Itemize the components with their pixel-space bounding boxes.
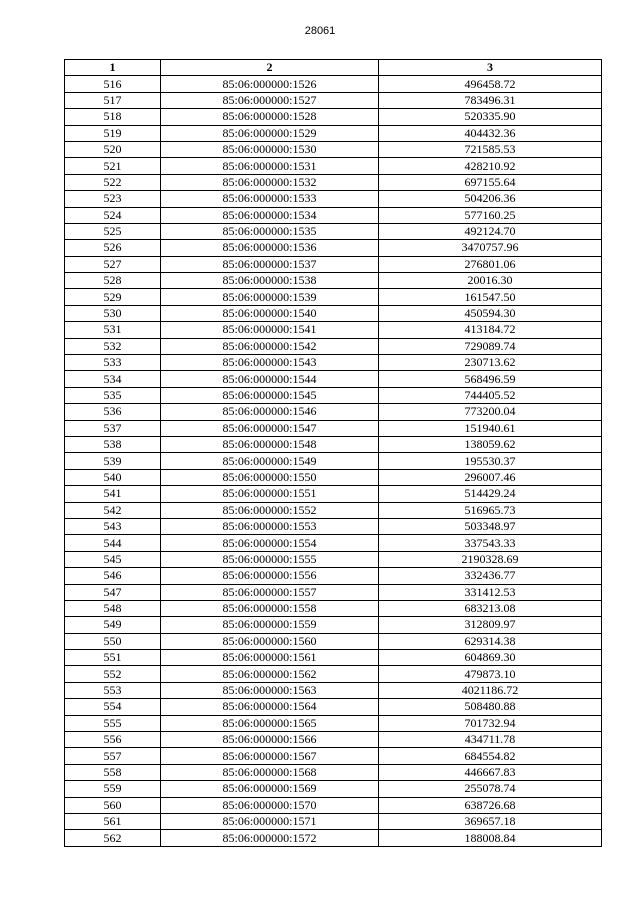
table-row [65,109,602,125]
value-cell: 520335.90 [379,109,602,125]
table-row [65,732,602,748]
cadastral-number-cell: 85:06:000000:1529 [161,125,379,141]
table-row [65,125,602,141]
row-number-cell: 524 [65,207,161,223]
cadastral-number-cell: 85:06:000000:1554 [161,535,379,551]
value-cell: 629314.38 [379,633,602,649]
table-row [65,650,602,666]
value-cell: 413184.72 [379,322,602,338]
table-row [65,322,602,338]
cadastral-number-cell: 85:06:000000:1526 [161,76,379,92]
cadastral-number-cell: 85:06:000000:1561 [161,650,379,666]
row-number-cell: 525 [65,223,161,239]
row-number-cell: 561 [65,813,161,829]
row-number-cell: 532 [65,338,161,354]
table-row [65,584,602,600]
table-row [65,141,602,157]
cadastral-number-cell: 85:06:000000:1530 [161,141,379,157]
table-row [65,682,602,698]
value-cell: 20016.30 [379,273,602,289]
row-number-cell: 544 [65,535,161,551]
column-header: 3 [379,60,602,76]
cadastral-number-cell: 85:06:000000:1570 [161,797,379,813]
value-cell: 331412.53 [379,584,602,600]
value-cell: 276801.06 [379,256,602,272]
row-number-cell: 538 [65,436,161,452]
row-number-cell: 541 [65,486,161,502]
table-body [65,76,602,846]
value-cell: 568496.59 [379,371,602,387]
value-cell: 684554.82 [379,748,602,764]
column-header: 2 [161,60,379,76]
cadastral-number-cell: 85:06:000000:1568 [161,764,379,780]
cadastral-number-cell: 85:06:000000:1564 [161,699,379,715]
value-cell: 4021186.72 [379,682,602,698]
cadastral-number-cell: 85:06:000000:1571 [161,813,379,829]
table-row [65,830,602,846]
value-cell: 188008.84 [379,830,602,846]
value-cell: 337543.33 [379,535,602,551]
cadastral-number-cell: 85:06:000000:1532 [161,174,379,190]
value-cell: 697155.64 [379,174,602,190]
table-row [65,420,602,436]
cadastral-number-cell: 85:06:000000:1549 [161,453,379,469]
value-cell: 428210.92 [379,158,602,174]
row-number-cell: 530 [65,305,161,321]
row-number-cell: 542 [65,502,161,518]
row-number-cell: 551 [65,650,161,666]
value-cell: 683213.08 [379,600,602,616]
cadastral-number-cell: 85:06:000000:1539 [161,289,379,305]
row-number-cell: 533 [65,355,161,371]
value-cell: 151940.61 [379,420,602,436]
table-row [65,256,602,272]
value-cell: 450594.30 [379,305,602,321]
row-number-cell: 536 [65,404,161,420]
cadastral-number-cell: 85:06:000000:1552 [161,502,379,518]
row-number-cell: 545 [65,551,161,567]
cadastral-number-cell: 85:06:000000:1556 [161,568,379,584]
cadastral-number-cell: 85:06:000000:1545 [161,387,379,403]
row-number-cell: 528 [65,273,161,289]
table-row [65,469,602,485]
row-number-cell: 516 [65,76,161,92]
value-cell: 744405.52 [379,387,602,403]
row-number-cell: 553 [65,682,161,698]
row-number-cell: 547 [65,584,161,600]
table-row [65,666,602,682]
value-cell: 577160.25 [379,207,602,223]
cadastral-number-cell: 85:06:000000:1546 [161,404,379,420]
value-cell: 783496.31 [379,92,602,108]
row-number-cell: 540 [65,469,161,485]
value-cell: 446667.83 [379,764,602,780]
cadastral-number-cell: 85:06:000000:1555 [161,551,379,567]
row-number-cell: 522 [65,174,161,190]
table-row [65,371,602,387]
value-cell: 255078.74 [379,781,602,797]
value-cell: 138059.62 [379,436,602,452]
table-row [65,486,602,502]
cadastral-number-cell: 85:06:000000:1542 [161,338,379,354]
value-cell: 638726.68 [379,797,602,813]
row-number-cell: 559 [65,781,161,797]
table-row [65,289,602,305]
table-row [65,551,602,567]
table-row [65,223,602,239]
row-number-cell: 531 [65,322,161,338]
row-number-cell: 558 [65,764,161,780]
cadastral-number-cell: 85:06:000000:1557 [161,584,379,600]
cadastral-number-cell: 85:06:000000:1560 [161,633,379,649]
value-cell: 604869.30 [379,650,602,666]
row-number-cell: 534 [65,371,161,387]
row-number-cell: 548 [65,600,161,616]
value-cell: 312809.97 [379,617,602,633]
table-row [65,518,602,534]
row-number-cell: 523 [65,191,161,207]
table-row [65,158,602,174]
table-row [65,781,602,797]
cadastral-number-cell: 85:06:000000:1537 [161,256,379,272]
value-cell: 479873.10 [379,666,602,682]
table-row [65,436,602,452]
cadastral-number-cell: 85:06:000000:1550 [161,469,379,485]
table-row [65,355,602,371]
cadastral-number-cell: 85:06:000000:1548 [161,436,379,452]
table-row [65,633,602,649]
table-row [65,715,602,731]
cadastral-number-cell: 85:06:000000:1558 [161,600,379,616]
table-row [65,617,602,633]
row-number-cell: 552 [65,666,161,682]
table-row [65,338,602,354]
value-cell: 503348.97 [379,518,602,534]
data-table [64,59,602,847]
cadastral-number-cell: 85:06:000000:1551 [161,486,379,502]
row-number-cell: 518 [65,109,161,125]
value-cell: 195530.37 [379,453,602,469]
cadastral-number-cell: 85:06:000000:1535 [161,223,379,239]
value-cell: 516965.73 [379,502,602,518]
row-number-cell: 543 [65,518,161,534]
row-number-cell: 554 [65,699,161,715]
value-cell: 3470757.96 [379,240,602,256]
row-number-cell: 549 [65,617,161,633]
value-cell: 701732.94 [379,715,602,731]
value-cell: 369657.18 [379,813,602,829]
table-header-row [65,60,602,76]
row-number-cell: 535 [65,387,161,403]
value-cell: 2190328.69 [379,551,602,567]
table-row [65,92,602,108]
table-row [65,797,602,813]
row-number-cell: 560 [65,797,161,813]
table-row [65,305,602,321]
table-row [65,207,602,223]
row-number-cell: 555 [65,715,161,731]
table-row [65,191,602,207]
row-number-cell: 562 [65,830,161,846]
cadastral-number-cell: 85:06:000000:1547 [161,420,379,436]
table-row [65,535,602,551]
row-number-cell: 550 [65,633,161,649]
row-number-cell: 519 [65,125,161,141]
value-cell: 514429.24 [379,486,602,502]
cadastral-number-cell: 85:06:000000:1536 [161,240,379,256]
cadastral-number-cell: 85:06:000000:1553 [161,518,379,534]
table-row [65,404,602,420]
row-number-cell: 539 [65,453,161,469]
table-row [65,813,602,829]
table-row [65,174,602,190]
value-cell: 773200.04 [379,404,602,420]
value-cell: 296007.46 [379,469,602,485]
table-row [65,600,602,616]
page-number: 28061 [304,25,336,37]
value-cell: 230713.62 [379,355,602,371]
cadastral-number-cell: 85:06:000000:1563 [161,682,379,698]
value-cell: 508480.88 [379,699,602,715]
row-number-cell: 520 [65,141,161,157]
table-row [65,699,602,715]
cadastral-number-cell: 85:06:000000:1527 [161,92,379,108]
table-row [65,568,602,584]
cadastral-number-cell: 85:06:000000:1567 [161,748,379,764]
table-row [65,748,602,764]
value-cell: 161547.50 [379,289,602,305]
row-number-cell: 537 [65,420,161,436]
row-number-cell: 526 [65,240,161,256]
value-cell: 404432.36 [379,125,602,141]
cadastral-number-cell: 85:06:000000:1540 [161,305,379,321]
table-row [65,273,602,289]
table-row [65,764,602,780]
column-header: 1 [65,60,161,76]
cadastral-number-cell: 85:06:000000:1541 [161,322,379,338]
row-number-cell: 517 [65,92,161,108]
cadastral-number-cell: 85:06:000000:1569 [161,781,379,797]
cadastral-number-cell: 85:06:000000:1559 [161,617,379,633]
row-number-cell: 529 [65,289,161,305]
cadastral-number-cell: 85:06:000000:1565 [161,715,379,731]
cadastral-number-cell: 85:06:000000:1534 [161,207,379,223]
cadastral-number-cell: 85:06:000000:1562 [161,666,379,682]
cadastral-number-cell: 85:06:000000:1544 [161,371,379,387]
value-cell: 729089.74 [379,338,602,354]
value-cell: 434711.78 [379,732,602,748]
row-number-cell: 556 [65,732,161,748]
cadastral-number-cell: 85:06:000000:1543 [161,355,379,371]
row-number-cell: 527 [65,256,161,272]
table-row [65,453,602,469]
cadastral-number-cell: 85:06:000000:1528 [161,109,379,125]
cadastral-number-cell: 85:06:000000:1533 [161,191,379,207]
table-row [65,502,602,518]
row-number-cell: 521 [65,158,161,174]
cadastral-number-cell: 85:06:000000:1572 [161,830,379,846]
table-row [65,76,602,92]
cadastral-number-cell: 85:06:000000:1531 [161,158,379,174]
table-row [65,240,602,256]
table-row [65,387,602,403]
value-cell: 721585.53 [379,141,602,157]
cadastral-number-cell: 85:06:000000:1538 [161,273,379,289]
value-cell: 332436.77 [379,568,602,584]
row-number-cell: 557 [65,748,161,764]
value-cell: 492124.70 [379,223,602,239]
row-number-cell: 546 [65,568,161,584]
value-cell: 504206.36 [379,191,602,207]
value-cell: 496458.72 [379,76,602,92]
cadastral-number-cell: 85:06:000000:1566 [161,732,379,748]
